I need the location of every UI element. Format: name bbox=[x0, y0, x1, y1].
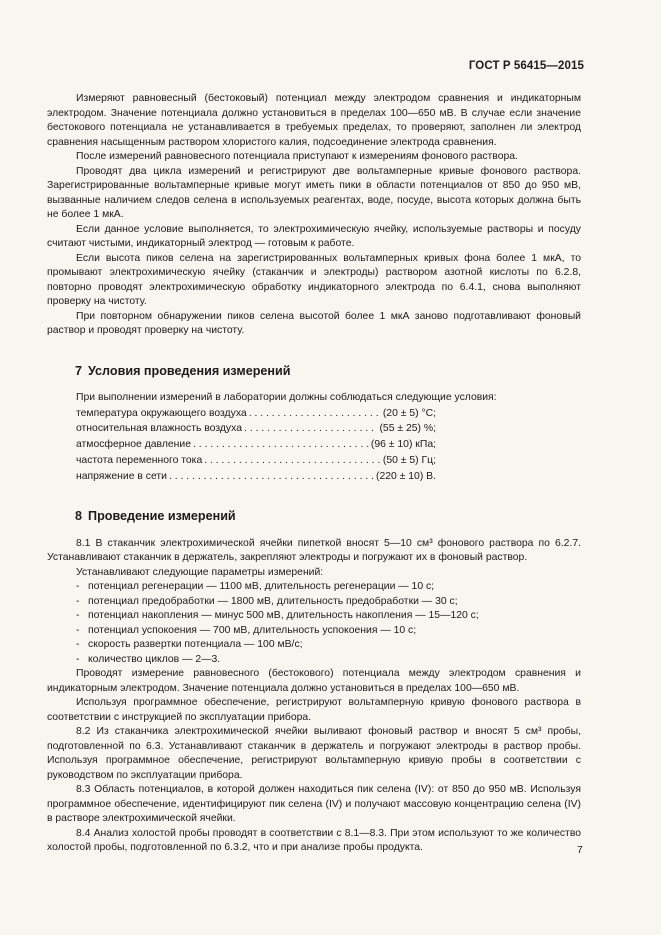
condition-label: напряжение в сети bbox=[76, 470, 167, 482]
list-item bbox=[76, 638, 581, 653]
params-list bbox=[76, 580, 581, 667]
section-number: 7 bbox=[75, 363, 83, 378]
condition-value: (96 ± 10) кПа; bbox=[370, 439, 436, 451]
condition-row bbox=[76, 437, 436, 453]
section-title: Условия проведения измерений bbox=[88, 363, 291, 378]
clause-8-3: 8.3 Область потенциалов, в которой должен находиться пик селена (IV): от 850 до 950 мВ. Используя программное обеспечение, идентифицируют пик селена (IV) и получают массовую концентрацию селена (IV) в растворе электрохимической ячейки. bbox=[47, 784, 581, 825]
dash-marker: - bbox=[76, 639, 80, 651]
dash-marker: - bbox=[76, 595, 80, 607]
list-item bbox=[76, 624, 581, 639]
param-text: скорость развертки потенциала — 100 мВ/с; bbox=[88, 639, 303, 651]
paragraph: Проводят измерение равновесного (бестокового) потенциала между электродом сравнения и индикаторным электродом. Значение потенциала должно установиться в пределах 100—650 мВ. bbox=[47, 668, 581, 694]
dash-marker: - bbox=[76, 624, 80, 636]
param-text: потенциал регенерации — 1100 мВ, длительность регенерации — 10 с; bbox=[88, 581, 435, 593]
paragraph: Используя программное обеспечение, регистрируют вольтамперную кривую фонового раствора в соответствии с инструкцией по эксплуатации прибора. bbox=[47, 697, 581, 723]
leader-dots bbox=[193, 437, 369, 453]
paragraph: Проводят два цикла измерений и регистрируют две вольтамперные кривые фонового раствора. Зарегистрированные вольтамперные кривые могут иметь пики в области потенциалов от 850 до 950 мВ, вызванные наличием следов селена в используемых реагентах, воде, посуде, высота которых должна быть не более 1 мкА. bbox=[47, 165, 581, 220]
condition-value: (50 ± 5) Гц; bbox=[382, 454, 436, 466]
paragraph: При повторном обнаружении пиков селена высотой более 1 мкА заново подготавливают фоновый раствор и проводят проверку на чистоту. bbox=[47, 310, 581, 336]
conditions-list bbox=[76, 406, 581, 485]
section-number: 8 bbox=[75, 509, 83, 524]
param-text: потенциал успокоения — 700 мВ, длительность успокоения — 10 с; bbox=[88, 624, 417, 636]
condition-row bbox=[76, 469, 436, 485]
leader-dots bbox=[204, 453, 381, 469]
condition-value: (20 ± 5) °С; bbox=[382, 407, 436, 419]
condition-label: температура окружающего воздуха bbox=[76, 407, 247, 419]
params-intro: Устанавливают следующие параметры измерений: bbox=[76, 566, 324, 578]
param-text: количество циклов — 2—3. bbox=[88, 653, 221, 665]
clause-8-4: 8.4 Анализ холостой пробы проводят в соответствии с 8.1—8.3. При этом используют то же количество холостой пробы, подготовленной по 6.3.2, что и при анализе пробы продукта. bbox=[47, 827, 581, 854]
dash-marker: - bbox=[76, 653, 80, 665]
condition-row bbox=[76, 406, 436, 422]
list-item bbox=[76, 609, 581, 624]
paragraph: После измерений равновесного потенциала приступают к измерениям фонового раствора. bbox=[76, 151, 518, 162]
leader-dots bbox=[249, 406, 381, 422]
param-text: потенциал накопления — минус 500 мВ, длительность накопления — 15—120 с; bbox=[88, 610, 479, 622]
clause-8-1: 8.1 В стаканчик электрохимической ячейки пипеткой вносят 5—10 см³ фонового раствора по 6.2.7. Устанавливают стаканчик в держатель, закрепляют электроды и погружают их в фоновый раствор. bbox=[47, 537, 581, 564]
condition-row bbox=[76, 421, 436, 437]
section-title: Проведение измерений bbox=[88, 509, 236, 524]
paragraph: Если высота пиков селена на зарегистрированных вольтамперных кривых фона более 1 мкА, то промывают электрохимическую ячейку (стаканчик и электроды) раствором азотной кислоты по 6.2.8, повторно проводят электрохимическую обработку индикаторного электрода по 6.4.1, снова выполняют проверку на чистоту. bbox=[47, 252, 581, 307]
section-8-heading bbox=[75, 509, 581, 524]
paragraph: Измеряют равновесный (бестоковый) потенциал между электродом сравнения и индикаторным электродом. Значение потенциала должно установиться в пределах 100—650 мВ. В случае если значение бестокового потенциала не устанавливается в требуемых пределах, то проверяют, заполнен ли электрод сравнения насыщенным раствором хлористого калия, подсоединение электрода сравнения. bbox=[47, 93, 581, 148]
list-item bbox=[76, 595, 581, 610]
clause-8-2: 8.2 Из стаканчика электрохимической ячейки выливают фоновый раствор и вносят 5 см³ пробы, подготовленной по 6.3. Устанавливают стаканчик в держатель и погружают электроды в раствор пробы. Используя программное обеспечение, регистрируют вольтамперную кривую пробы в соответствии с руководством по эксплуатации прибора. bbox=[47, 726, 581, 781]
section-7-heading bbox=[75, 364, 581, 379]
dash-marker: - bbox=[76, 581, 80, 593]
paragraph: Если данное условие выполняется, то электрохимическую ячейку, используемые растворы и посуду считают чистыми, индикаторный электрод — готовым к работе. bbox=[47, 223, 581, 249]
dash-marker: - bbox=[76, 610, 80, 622]
condition-value: (220 ± 10) В. bbox=[376, 470, 436, 482]
condition-row bbox=[76, 453, 436, 469]
leader-dots bbox=[169, 469, 374, 485]
list-item bbox=[76, 653, 581, 668]
list-item bbox=[76, 580, 581, 595]
page-body bbox=[47, 92, 581, 856]
conditions-intro: При выполнении измерений в лаборатории должны соблюдаться следующие условия: bbox=[76, 392, 497, 403]
condition-value: (55 ± 25) %; bbox=[379, 423, 436, 435]
page-number: 7 bbox=[577, 845, 583, 856]
condition-label: частота переменного тока bbox=[76, 454, 203, 466]
document-code: ГОСТ Р 56415—2015 bbox=[468, 60, 584, 72]
leader-dots bbox=[244, 421, 377, 437]
condition-label: относительная влажность воздуха bbox=[76, 423, 242, 435]
condition-label: атмосферное давление bbox=[76, 439, 192, 451]
param-text: потенциал предобработки — 1800 мВ, длительность предобработки — 30 с; bbox=[88, 595, 458, 607]
